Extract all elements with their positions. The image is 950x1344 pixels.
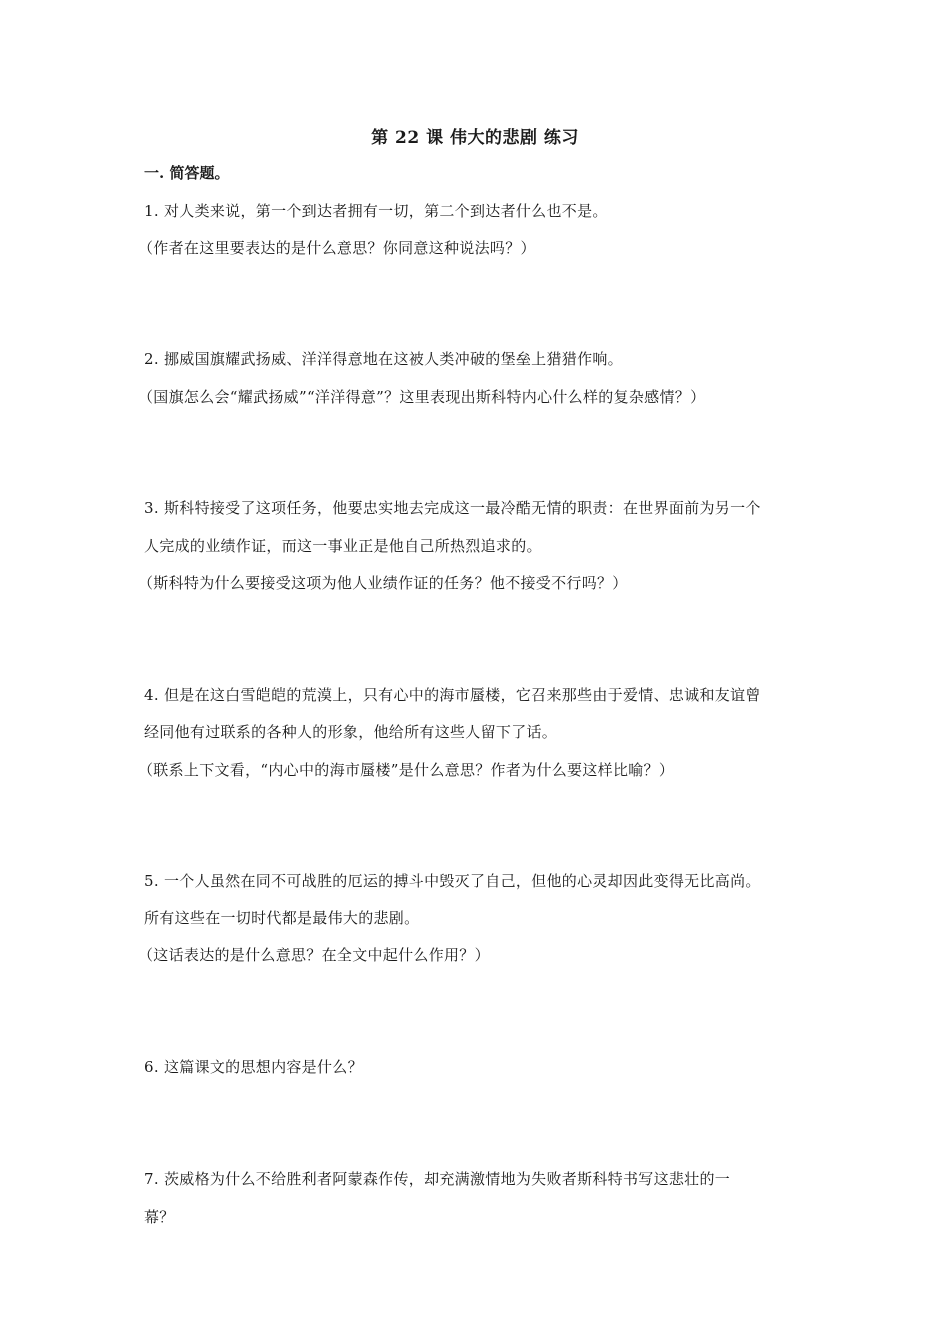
page-title: 第 22 课 伟大的悲剧 练习: [371, 128, 579, 148]
question-1-hint: （作者在这里要表达的是什么意思？你同意这种说法吗？）: [138, 239, 536, 257]
question-5-text-line-2: 所有这些在一切时代都是最伟大的悲剧。: [144, 909, 420, 927]
question-5-hint: （这话表达的是什么意思？在全文中起什么作用？）: [138, 946, 490, 964]
question-1-text: 1. 对人类来说，第一个到达者拥有一切，第二个到达者什么也不是。: [144, 202, 608, 220]
section-heading: 一. 简答题。: [144, 164, 230, 182]
question-3-text-line-2: 人完成的业绩作证，而这一事业正是他自己所热烈追求的。: [144, 537, 542, 555]
question-2-text: 2. 挪威国旗耀武扬威、洋洋得意地在这被人类冲破的堡垒上猎猎作响。: [144, 350, 623, 368]
question-7-text-line-2: 幕？: [144, 1208, 175, 1226]
question-6-text: 6. 这篇课文的思想内容是什么？: [144, 1058, 363, 1076]
question-2-hint: （国旗怎么会“耀武扬威”“洋洋得意”？这里表现出斯科特内心什么样的复杂感情？）: [138, 388, 706, 406]
question-4-text-line-1: 4. 但是在这白雪皑皑的荒漠上，只有心中的海市蜃楼，它召来那些由于爱情、忠诚和友谊曾: [144, 686, 761, 704]
question-5-text-line-1: 5. 一个人虽然在同不可战胜的厄运的搏斗中毁灭了自己，但他的心灵却因此变得无比高尚。: [144, 872, 761, 890]
question-3-text-line-1: 3. 斯科特接受了这项任务，他要忠实地去完成这一最冷酷无情的职责：在世界面前为另一个: [144, 499, 761, 517]
question-4-text-line-2: 经同他有过联系的各种人的形象，他给所有这些人留下了话。: [144, 723, 558, 741]
question-3-hint: （斯科特为什么要接受这项为他人业绩作证的任务？他不接受不行吗？）: [138, 574, 628, 592]
question-4-hint: （联系上下文看，“内心中的海市蜃楼”是什么意思？作者为什么要这样比喻？）: [138, 761, 675, 779]
question-7-text-line-1: 7. 茨威格为什么不给胜利者阿蒙森作传，却充满激情地为失败者斯科特书写这悲壮的一: [144, 1170, 731, 1188]
